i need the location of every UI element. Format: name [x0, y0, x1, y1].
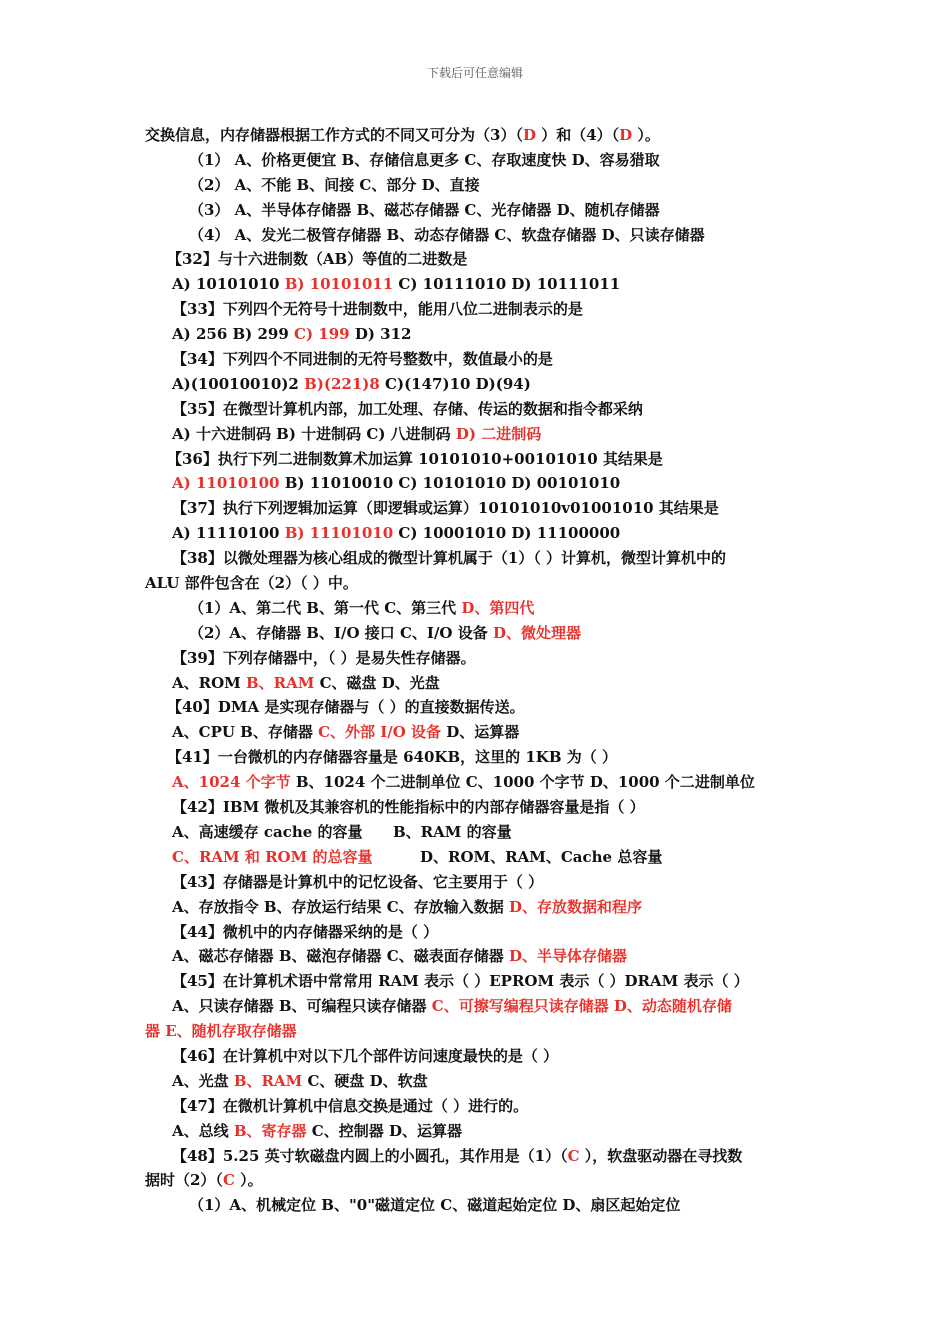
text-segment: A) 256 B) 299 — [172, 325, 295, 344]
text-line — [145, 920, 810, 945]
text-segment: 【47】在微机计算机中信息交换是通过（ ）进行的。 — [172, 1096, 529, 1115]
text-line — [145, 845, 810, 870]
text-line — [145, 198, 810, 223]
text-line — [145, 297, 810, 322]
answer-highlight: B、RAM — [233, 1071, 303, 1090]
answer-highlight: D — [619, 126, 633, 144]
text-line — [145, 223, 810, 248]
text-line — [145, 347, 810, 372]
text-line — [145, 1119, 810, 1144]
text-segment: A)(10010010)2 — [172, 374, 305, 393]
text-segment: ）和（4）（ — [535, 126, 620, 144]
text-line — [145, 546, 810, 571]
page-header: 下载后可任意编辑 — [426, 66, 523, 80]
text-segment: 【39】下列存储器中，（ ）是易失性存储器。 — [172, 648, 476, 667]
text-segment: 【40】DMA 是实现存储器与（ ）的直接数据传送。 — [167, 698, 525, 717]
text-segment: （1）A、第二代 B、第一代 C、第三代 — [189, 598, 462, 617]
text-line — [145, 720, 810, 745]
text-segment: 【38】以微处理器为核心组成的微型计算机属于（1）（ ）计算机，微型计算机中的 — [172, 549, 727, 568]
text-segment: 【44】微机中的内存储器采纳的是（ ） — [172, 922, 439, 941]
answer-highlight: B)(221)8 — [304, 374, 380, 393]
text-line — [145, 422, 810, 447]
text-segment: 【43】存储器是计算机中的记忆设备、它主要用于（ ） — [172, 872, 544, 891]
answer-highlight: C、RAM 和 ROM 的总容量 — [172, 847, 373, 866]
answer-highlight: D) 二进制码 — [455, 424, 542, 443]
text-segment: 【45】在计算机术语中常常用 RAM 表示（ ）EPROM 表示（ ）DRAM 表示（ ） — [172, 972, 749, 991]
text-line — [145, 671, 810, 696]
text-segment: 【34】下列四个不同进制的无符号整数中，数值最小的是 — [172, 350, 553, 369]
text-segment: （2） A、不能 B、间接 C、部分 D、直接 — [189, 175, 480, 194]
answer-highlight: D、微处理器 — [492, 623, 581, 642]
answer-highlight: C) 199 — [294, 325, 350, 344]
answer-highlight: A) 11010100 — [172, 474, 280, 493]
answer-highlight: B、寄存器 — [233, 1121, 307, 1140]
text-line — [145, 795, 810, 820]
text-line — [145, 571, 810, 596]
text-segment: C、控制器 D、运算器 — [306, 1121, 462, 1140]
text-line — [145, 148, 810, 173]
text-line — [145, 397, 810, 422]
text-segment: D) 312 — [349, 325, 412, 344]
text-line — [145, 1069, 810, 1094]
text-segment: A) 十六进制码 B) 十进制码 C) 八进制码 — [172, 424, 456, 443]
text-line — [145, 596, 810, 621]
answer-highlight: B、RAM — [246, 673, 315, 692]
answer-highlight: D、存放数据和程序 — [508, 897, 642, 916]
text-segment: A、ROM — [172, 673, 246, 692]
answer-highlight: C、外部 I/O 设备 — [318, 723, 442, 742]
text-line — [145, 944, 810, 969]
answer-highlight: 器 E、随机存取存储器 — [145, 1022, 297, 1041]
text-segment: 【42】IBM 微机及其兼容机的性能指标中的内部存储器容量是指（ ） — [172, 798, 645, 817]
text-line — [145, 895, 810, 920]
text-line — [145, 1044, 810, 1069]
text-segment: D、ROM、RAM、Cache 总容量 — [420, 847, 663, 866]
answer-highlight: C — [567, 1146, 580, 1165]
text-line — [145, 745, 810, 770]
text-line — [145, 646, 810, 671]
text-line — [145, 994, 810, 1019]
text-segment: C、硬盘 D、软盘 — [302, 1071, 428, 1090]
text-line — [145, 1168, 810, 1193]
text-segment: A、高速缓存 cache 的容量 — [172, 822, 363, 841]
text-line — [145, 372, 810, 397]
text-segment: A、只读存储器 B、可编程只读存储器 — [172, 997, 432, 1016]
text-line — [145, 447, 810, 472]
text-segment: A、总线 — [172, 1121, 234, 1140]
text-segment: 【35】在微型计算机内部，加工处理、存储、传运的数据和指令都采纳 — [172, 399, 643, 418]
text-line — [145, 621, 810, 646]
text-segment: A、光盘 — [172, 1071, 234, 1090]
text-line — [145, 1193, 810, 1218]
text-line — [145, 471, 810, 496]
text-line — [145, 695, 810, 720]
tab-stop — [420, 845, 662, 870]
text-segment: 【33】下列四个无符号十进制数中，能用八位二进制表示的是 — [172, 300, 583, 319]
text-segment: 【46】在计算机中对以下几个部件访问速度最快的是（ ） — [172, 1046, 559, 1065]
text-segment: A) 11110100 — [172, 524, 285, 543]
text-segment: （1）A、机械定位 B、"0"磁道定位 C、磁道起始定位 D、扇区起始定位 — [189, 1196, 681, 1215]
text-segment: D、运算器 — [441, 723, 520, 742]
answer-highlight: C、可擦写编程只读存储器 D、动态随机存储 — [431, 997, 732, 1016]
text-segment: A、存放指令 B、存放运行结果 C、存放输入数据 — [172, 897, 509, 916]
answer-highlight: D — [522, 126, 536, 144]
text-segment: A、CPU B、存储器 — [172, 723, 319, 742]
text-line — [145, 496, 810, 521]
tab-stop — [393, 820, 512, 845]
text-segment: ）。 — [632, 126, 660, 144]
text-line — [145, 770, 810, 795]
text-line — [145, 521, 810, 546]
text-segment: 【48】5.25 英寸软磁盘内圆上的小圆孔，其作用是（1）（ — [172, 1146, 568, 1165]
text-line — [145, 969, 810, 994]
text-segment: ）。 — [234, 1171, 263, 1190]
answer-highlight: D、半导体存储器 — [508, 947, 627, 966]
text-segment: B、1024 个二进制单位 C、1000 个字节 D、1000 个二进制单位 — [290, 773, 755, 792]
text-segment: （4） A、发光二极管存储器 B、动态存储器 C、软盘存储器 D、只读存储器 — [189, 225, 705, 244]
text-segment: 【36】执行下列二进制数算术加运算 10101010+00101010 其结果是 — [167, 449, 663, 468]
text-segment: 【41】一台微机的内存储器容量是 640KB，这里的 1KB 为（ ） — [167, 748, 617, 767]
text-segment: ALU 部件包含在（2）（ ）中。 — [145, 574, 358, 593]
text-segment: C)(147)10 D)(94) — [379, 374, 531, 393]
text-line — [145, 173, 810, 198]
text-line — [145, 820, 810, 845]
text-line — [145, 1019, 810, 1044]
text-segment: B) 11010010 C) 10101010 D) 00101010 — [279, 474, 621, 493]
text-line — [145, 123, 810, 148]
text-line — [145, 272, 810, 297]
answer-highlight: B) 10101011 — [284, 275, 394, 294]
text-segment: C) 10001010 D) 11100000 — [393, 524, 621, 543]
text-segment: 【37】执行下列逻辑加运算（即逻辑或运算）10101010v01001010 其结果是 — [172, 499, 719, 518]
text-segment: 据时（2）（ — [145, 1171, 223, 1190]
text-segment: C) 10111010 D) 10111011 — [393, 275, 621, 294]
text-line — [145, 1094, 810, 1119]
text-segment: （3） A、半导体存储器 B、磁芯存储器 C、光存储器 D、随机存储器 — [189, 200, 660, 219]
text-segment: C、磁盘 D、光盘 — [314, 673, 440, 692]
document-body — [145, 123, 810, 1218]
text-segment: 【32】与十六进制数（AB）等值的二进数是 — [167, 250, 468, 269]
answer-highlight: A、1024 个字节 — [172, 773, 291, 792]
text-segment: A) 10101010 — [172, 275, 285, 294]
text-segment: 交换信息，内存储器根据工作方式的不同又可分为（3）（ — [145, 126, 523, 144]
text-segment: （2）A、存储器 B、I/O 接口 C、I/O 设备 — [189, 623, 493, 642]
answer-highlight: C — [222, 1171, 235, 1190]
answer-highlight: D、第四代 — [461, 598, 535, 617]
text-segment: B、RAM 的容量 — [393, 822, 512, 841]
text-line — [145, 247, 810, 272]
text-segment: A、磁芯存储器 B、磁泡存储器 C、磁表面存储器 — [172, 947, 509, 966]
text-line — [145, 322, 810, 347]
text-line — [145, 870, 810, 895]
answer-highlight: B) 11101010 — [284, 524, 394, 543]
text-line — [145, 1144, 810, 1169]
text-segment: ），软盘驱动器在寻找数 — [579, 1146, 743, 1165]
text-segment: （1） A、价格更便宜 B、存储信息更多 C、存取速度快 D、容易猎取 — [189, 150, 660, 169]
